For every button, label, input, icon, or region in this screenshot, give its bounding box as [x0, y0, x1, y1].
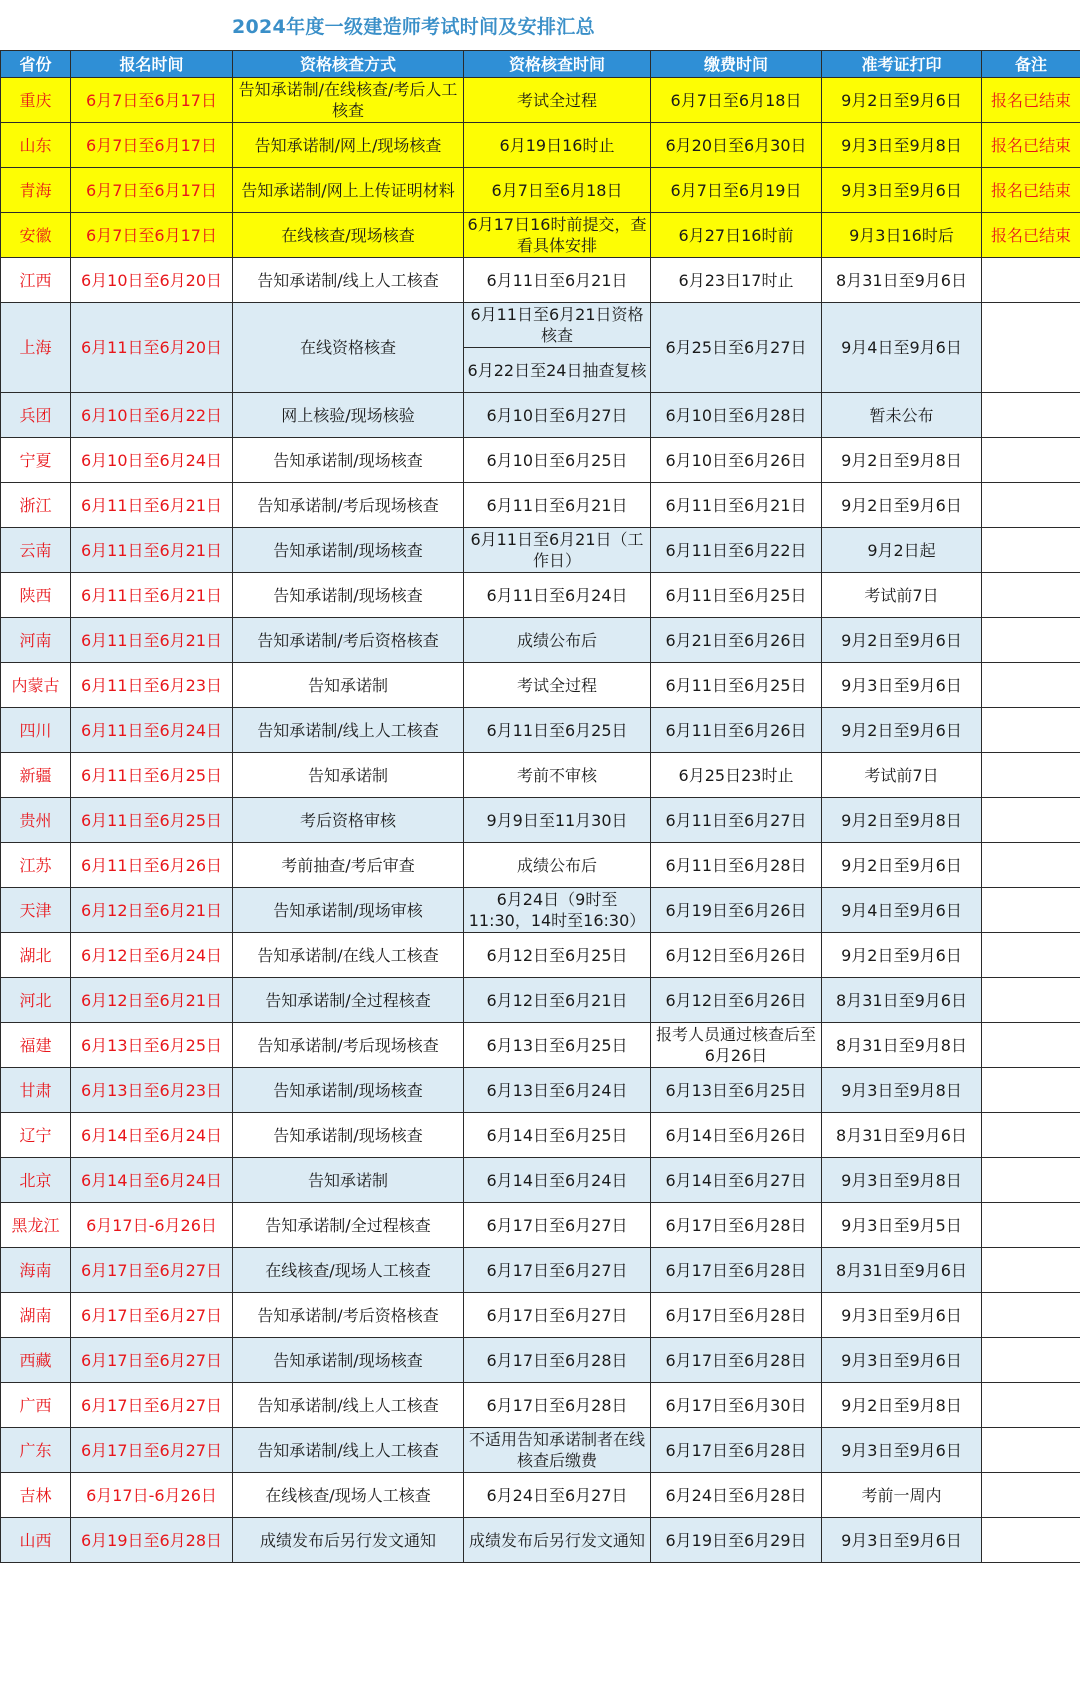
- remarks-cell: [982, 1473, 1080, 1518]
- payment-time-cell: 6月11日至6月26日: [651, 708, 822, 753]
- verification-time-part: 6月11日至6月21日资格核查: [464, 303, 650, 348]
- remarks-cell: [982, 1428, 1080, 1473]
- table-row: [1, 1068, 1080, 1113]
- registration-time-cell: 6月10日至6月22日: [71, 393, 233, 438]
- province-cell: 黑龙江: [1, 1203, 71, 1248]
- verification-method-cell: 考后资格审核: [233, 798, 464, 843]
- payment-time-cell: 6月7日至6月19日: [651, 168, 822, 213]
- registration-time-cell: 6月10日至6月20日: [71, 258, 233, 303]
- verification-time-cell: 6月17日至6月28日: [464, 1338, 651, 1383]
- verification-time-cell: 6月13日至6月24日: [464, 1068, 651, 1113]
- verification-method-cell: 告知承诺制/线上人工核查: [233, 258, 464, 303]
- verification-method-cell: 告知承诺制/现场核查: [233, 528, 464, 573]
- province-cell: 江苏: [1, 843, 71, 888]
- admission-print-cell: 8月31日至9月6日: [822, 1248, 982, 1293]
- payment-time-cell: 6月11日至6月27日: [651, 798, 822, 843]
- verification-time-cell: 6月17日16时前提交，查看具体安排: [464, 213, 651, 258]
- verification-time-cell: 6月17日至6月27日: [464, 1293, 651, 1338]
- registration-time-cell: 6月17日至6月27日: [71, 1338, 233, 1383]
- table-row: [1, 573, 1080, 618]
- registration-time-cell: 6月11日至6月25日: [71, 798, 233, 843]
- admission-print-cell: 9月2日至9月8日: [822, 438, 982, 483]
- admission-print-cell: 9月4日至9月6日: [822, 888, 982, 933]
- remarks-cell: [982, 258, 1080, 303]
- admission-print-cell: 9月3日至9月6日: [822, 663, 982, 708]
- remarks-cell: [982, 663, 1080, 708]
- verification-method-cell: 告知承诺制/网上上传证明材料: [233, 168, 464, 213]
- remarks-cell: [982, 438, 1080, 483]
- province-cell: 湖北: [1, 933, 71, 978]
- province-cell: 江西: [1, 258, 71, 303]
- admission-print-cell: 9月3日至9月5日: [822, 1203, 982, 1248]
- province-cell: 海南: [1, 1248, 71, 1293]
- table-row: [1, 618, 1080, 663]
- table-row: [1, 1428, 1080, 1473]
- verification-time-cell: 成绩公布后: [464, 843, 651, 888]
- payment-time-cell: 6月14日至6月26日: [651, 1113, 822, 1158]
- header-registration-time: 报名时间: [71, 51, 233, 78]
- province-cell: 甘肃: [1, 1068, 71, 1113]
- table-row: [1, 483, 1080, 528]
- verification-time-cell: 考试全过程: [464, 78, 651, 123]
- payment-time-cell: 6月12日至6月26日: [651, 978, 822, 1023]
- province-cell: 山东: [1, 123, 71, 168]
- table-row: [1, 933, 1080, 978]
- registration-time-cell: 6月11日至6月21日: [71, 573, 233, 618]
- verification-method-cell: 告知承诺制/现场核查: [233, 1338, 464, 1383]
- verification-method-cell: 告知承诺制: [233, 753, 464, 798]
- registration-time-cell: 6月7日至6月17日: [71, 123, 233, 168]
- table-row: [1, 258, 1080, 303]
- table-row: [1, 1518, 1080, 1563]
- remarks-cell: [982, 1158, 1080, 1203]
- remarks-cell: [982, 1293, 1080, 1338]
- registration-time-cell: 6月17日-6月26日: [71, 1473, 233, 1518]
- table-row: [1, 438, 1080, 483]
- verification-time-cell: 6月24日（9时至11:30，14时至16:30）: [464, 888, 651, 933]
- table-row: [1, 663, 1080, 708]
- verification-method-cell: 告知承诺制/现场核查: [233, 438, 464, 483]
- registration-time-cell: 6月17日-6月26日: [71, 1203, 233, 1248]
- remarks-cell: 报名已结束: [982, 168, 1080, 213]
- table-row: [1, 303, 1080, 393]
- table-header-row: [1, 51, 1080, 78]
- admission-print-cell: 9月3日至9月6日: [822, 1518, 982, 1563]
- verification-method-cell: 告知承诺制/考后资格核查: [233, 618, 464, 663]
- province-cell: 福建: [1, 1023, 71, 1068]
- admission-print-cell: 8月31日至9月6日: [822, 258, 982, 303]
- table-row: [1, 1023, 1080, 1068]
- registration-time-cell: 6月17日至6月27日: [71, 1293, 233, 1338]
- remarks-cell: [982, 753, 1080, 798]
- payment-time-cell: 6月27日16时前: [651, 213, 822, 258]
- payment-time-cell: 6月17日至6月28日: [651, 1338, 822, 1383]
- table-row: [1, 78, 1080, 123]
- header-province: 省份: [1, 51, 71, 78]
- remarks-cell: [982, 1203, 1080, 1248]
- table-row: [1, 708, 1080, 753]
- table-row: [1, 1473, 1080, 1518]
- admission-print-cell: 9月3日至9月8日: [822, 123, 982, 168]
- payment-time-cell: 6月17日至6月28日: [651, 1293, 822, 1338]
- table-row: [1, 1293, 1080, 1338]
- province-cell: 四川: [1, 708, 71, 753]
- admission-print-cell: 9月2日至9月8日: [822, 1383, 982, 1428]
- verification-method-cell: 告知承诺制/在线人工核查: [233, 933, 464, 978]
- verification-time-cell: 考试全过程: [464, 663, 651, 708]
- table-row: [1, 1113, 1080, 1158]
- verification-method-cell: 告知承诺制/全过程核查: [233, 1203, 464, 1248]
- verification-time-cell: 6月11日至6月21日: [464, 483, 651, 528]
- verification-method-cell: 成绩发布后另行发文通知: [233, 1518, 464, 1563]
- verification-method-cell: 告知承诺制/线上人工核查: [233, 1428, 464, 1473]
- registration-time-cell: 6月12日至6月21日: [71, 888, 233, 933]
- province-cell: 浙江: [1, 483, 71, 528]
- remarks-cell: 报名已结束: [982, 213, 1080, 258]
- registration-time-cell: 6月11日至6月25日: [71, 753, 233, 798]
- table-row: [1, 123, 1080, 168]
- verification-method-cell: 告知承诺制/现场核查: [233, 1113, 464, 1158]
- province-cell: 河北: [1, 978, 71, 1023]
- table-row: [1, 1203, 1080, 1248]
- admission-print-cell: 8月31日至9月6日: [822, 978, 982, 1023]
- registration-time-cell: 6月11日至6月21日: [71, 528, 233, 573]
- payment-time-cell: 6月19日至6月29日: [651, 1518, 822, 1563]
- registration-time-cell: 6月12日至6月21日: [71, 978, 233, 1023]
- admission-print-cell: 9月3日至9月8日: [822, 1068, 982, 1113]
- payment-time-cell: 6月11日至6月25日: [651, 663, 822, 708]
- remarks-cell: [982, 1338, 1080, 1383]
- verification-method-cell: 告知承诺制/全过程核查: [233, 978, 464, 1023]
- verification-time-cell: 成绩公布后: [464, 618, 651, 663]
- verification-method-cell: 考前抽查/考后审查: [233, 843, 464, 888]
- registration-time-cell: 6月11日至6月23日: [71, 663, 233, 708]
- province-cell: 云南: [1, 528, 71, 573]
- remarks-cell: [982, 978, 1080, 1023]
- remarks-cell: [982, 933, 1080, 978]
- province-cell: 北京: [1, 1158, 71, 1203]
- province-cell: 河南: [1, 618, 71, 663]
- payment-time-cell: 6月17日至6月28日: [651, 1248, 822, 1293]
- registration-time-cell: 6月13日至6月25日: [71, 1023, 233, 1068]
- payment-time-cell: 6月11日至6月25日: [651, 573, 822, 618]
- admission-print-cell: 暂未公布: [822, 393, 982, 438]
- province-cell: 陕西: [1, 573, 71, 618]
- registration-time-cell: 6月11日至6月20日: [71, 303, 233, 393]
- verification-time-cell: 6月24日至6月27日: [464, 1473, 651, 1518]
- province-cell: 天津: [1, 888, 71, 933]
- payment-time-cell: 6月21日至6月26日: [651, 618, 822, 663]
- remarks-cell: [982, 618, 1080, 663]
- registration-time-cell: 6月10日至6月24日: [71, 438, 233, 483]
- registration-time-cell: 6月19日至6月28日: [71, 1518, 233, 1563]
- verification-time-cell: 6月11日至6月24日: [464, 573, 651, 618]
- admission-print-cell: 9月2日至9月6日: [822, 933, 982, 978]
- verification-time-cell: 6月14日至6月25日: [464, 1113, 651, 1158]
- province-cell: 兵团: [1, 393, 71, 438]
- verification-method-cell: 告知承诺制/在线核查/考后人工核查: [233, 78, 464, 123]
- registration-time-cell: 6月11日至6月21日: [71, 483, 233, 528]
- province-cell: 吉林: [1, 1473, 71, 1518]
- remarks-cell: 报名已结束: [982, 78, 1080, 123]
- verification-time-cell: 考前不审核: [464, 753, 651, 798]
- remarks-cell: [982, 573, 1080, 618]
- registration-time-cell: 6月17日至6月27日: [71, 1248, 233, 1293]
- remarks-cell: [982, 483, 1080, 528]
- table-row: [1, 1158, 1080, 1203]
- admission-print-cell: 考试前7日: [822, 573, 982, 618]
- verification-method-cell: 告知承诺制/现场核查: [233, 573, 464, 618]
- registration-time-cell: 6月11日至6月21日: [71, 618, 233, 663]
- verification-time-cell: 6月17日至6月27日: [464, 1203, 651, 1248]
- payment-time-cell: 6月25日至6月27日: [651, 303, 822, 393]
- province-cell: 安徽: [1, 213, 71, 258]
- payment-time-cell: 6月20日至6月30日: [651, 123, 822, 168]
- registration-time-cell: 6月7日至6月17日: [71, 168, 233, 213]
- payment-time-cell: 6月11日至6月21日: [651, 483, 822, 528]
- table-row: [1, 753, 1080, 798]
- admission-print-cell: 9月2日至9月8日: [822, 798, 982, 843]
- table-row: [1, 1338, 1080, 1383]
- verification-time-part: 6月22日至24日抽查复核: [467, 360, 647, 380]
- admission-print-cell: 9月3日至9月6日: [822, 1293, 982, 1338]
- verification-method-cell: 告知承诺制: [233, 1158, 464, 1203]
- admission-print-cell: 9月3日16时后: [822, 213, 982, 258]
- payment-time-cell: 6月11日至6月28日: [651, 843, 822, 888]
- admission-print-cell: 考试前7日: [822, 753, 982, 798]
- table-row: [1, 1383, 1080, 1428]
- registration-time-cell: 6月17日至6月27日: [71, 1383, 233, 1428]
- table-body: [1, 78, 1080, 1563]
- verification-time-cell: 6月17日至6月27日: [464, 1248, 651, 1293]
- verification-time-cell: 不适用告知承诺制者在线核查后缴费: [464, 1428, 651, 1473]
- remarks-cell: [982, 393, 1080, 438]
- table-row: [1, 213, 1080, 258]
- verification-method-cell: 网上核验/现场核验: [233, 393, 464, 438]
- verification-time-cell: 6月11日至6月21日: [464, 258, 651, 303]
- payment-time-cell: 6月25日23时止: [651, 753, 822, 798]
- remarks-cell: [982, 1248, 1080, 1293]
- remarks-cell: [982, 843, 1080, 888]
- province-cell: 湖南: [1, 1293, 71, 1338]
- province-cell: 贵州: [1, 798, 71, 843]
- payment-time-cell: 6月23日17时止: [651, 258, 822, 303]
- registration-time-cell: 6月11日至6月26日: [71, 843, 233, 888]
- registration-time-cell: 6月17日至6月27日: [71, 1428, 233, 1473]
- admission-print-cell: 8月31日至9月6日: [822, 1113, 982, 1158]
- header-payment-time: 缴费时间: [651, 51, 822, 78]
- registration-time-cell: 6月7日至6月17日: [71, 78, 233, 123]
- verification-method-cell: 告知承诺制: [233, 663, 464, 708]
- payment-time-cell: 6月12日至6月26日: [651, 933, 822, 978]
- payment-time-cell: 6月10日至6月26日: [651, 438, 822, 483]
- remarks-cell: [982, 798, 1080, 843]
- verification-method-cell: 告知承诺制/线上人工核查: [233, 1383, 464, 1428]
- verification-time-cell: 成绩发布后另行发文通知: [464, 1518, 651, 1563]
- province-cell: 宁夏: [1, 438, 71, 483]
- verification-time-cell: 6月14日至6月24日: [464, 1158, 651, 1203]
- registration-time-cell: 6月12日至6月24日: [71, 933, 233, 978]
- verification-time-cell: 6月12日至6月21日: [464, 978, 651, 1023]
- payment-time-cell: 6月17日至6月28日: [651, 1203, 822, 1248]
- verification-method-cell: 告知承诺制/考后现场核查: [233, 483, 464, 528]
- registration-time-cell: 6月11日至6月24日: [71, 708, 233, 753]
- verification-time-cell: 6月11日至6月21日（工作日）: [464, 528, 651, 573]
- verification-method-cell: 告知承诺制/考后资格核查: [233, 1293, 464, 1338]
- header-remarks: 备注: [982, 51, 1080, 78]
- admission-print-cell: 考前一周内: [822, 1473, 982, 1518]
- province-cell: 重庆: [1, 78, 71, 123]
- verification-time-cell: 6月10日至6月25日: [464, 438, 651, 483]
- table-row: [1, 978, 1080, 1023]
- admission-print-cell: 9月2日起: [822, 528, 982, 573]
- payment-time-cell: 6月17日至6月30日: [651, 1383, 822, 1428]
- payment-time-cell: 6月7日至6月18日: [651, 78, 822, 123]
- payment-time-cell: 6月14日至6月27日: [651, 1158, 822, 1203]
- remarks-cell: [982, 1068, 1080, 1113]
- verification-time-cell: 6月19日16时止: [464, 123, 651, 168]
- admission-print-cell: 9月3日至9月8日: [822, 1158, 982, 1203]
- province-cell: 新疆: [1, 753, 71, 798]
- verification-time-cell: 6月10日至6月27日: [464, 393, 651, 438]
- remarks-cell: [982, 1023, 1080, 1068]
- verification-method-cell: 在线核查/现场人工核查: [233, 1473, 464, 1518]
- page-title: 2024年度一级建造师考试时间及安排汇总: [232, 15, 595, 38]
- admission-print-cell: 9月3日至9月6日: [822, 168, 982, 213]
- remarks-cell: [982, 888, 1080, 933]
- province-cell: 青海: [1, 168, 71, 213]
- verification-method-cell: 告知承诺制/网上/现场核查: [233, 123, 464, 168]
- remarks-cell: [982, 1113, 1080, 1158]
- admission-print-cell: 9月2日至9月6日: [822, 708, 982, 753]
- remarks-cell: [982, 1518, 1080, 1563]
- payment-time-cell: 6月24日至6月28日: [651, 1473, 822, 1518]
- page-title-bar: [0, 0, 1080, 50]
- admission-print-cell: 9月2日至9月6日: [822, 483, 982, 528]
- registration-time-cell: 6月14日至6月24日: [71, 1158, 233, 1203]
- province-cell: 辽宁: [1, 1113, 71, 1158]
- verification-time-cell: 6月12日至6月25日: [464, 933, 651, 978]
- admission-print-cell: 9月3日至9月6日: [822, 1428, 982, 1473]
- remarks-cell: 报名已结束: [982, 123, 1080, 168]
- admission-print-cell: 8月31日至9月8日: [822, 1023, 982, 1068]
- remarks-cell: [982, 708, 1080, 753]
- province-cell: 山西: [1, 1518, 71, 1563]
- verification-time-cell: 6月7日至6月18日: [464, 168, 651, 213]
- table-row: [1, 888, 1080, 933]
- remarks-cell: [982, 528, 1080, 573]
- verification-method-cell: 在线核查/现场人工核查: [233, 1248, 464, 1293]
- payment-time-cell: 6月10日至6月28日: [651, 393, 822, 438]
- table-row: [1, 798, 1080, 843]
- payment-time-cell: 6月17日至6月28日: [651, 1428, 822, 1473]
- admission-print-cell: 9月2日至9月6日: [822, 78, 982, 123]
- header-admission-print: 准考证打印: [822, 51, 982, 78]
- verification-method-cell: 在线资格核查: [233, 303, 464, 393]
- table-row: [1, 1248, 1080, 1293]
- province-cell: 上海: [1, 303, 71, 393]
- verification-method-cell: 告知承诺制/线上人工核查: [233, 708, 464, 753]
- payment-time-cell: 报考人员通过核查后至6月26日: [651, 1023, 822, 1068]
- exam-schedule-table: [0, 50, 1080, 1563]
- verification-time-cell: 6月13日至6月25日: [464, 1023, 651, 1068]
- verification-time-cell: 6月11日至6月25日: [464, 708, 651, 753]
- admission-print-cell: 9月2日至9月6日: [822, 618, 982, 663]
- admission-print-cell: 9月3日至9月6日: [822, 1338, 982, 1383]
- verification-time-cell: 9月9日至11月30日: [464, 798, 651, 843]
- province-cell: 西藏: [1, 1338, 71, 1383]
- remarks-cell: [982, 1383, 1080, 1428]
- verification-time-cell: 6月17日至6月28日: [464, 1383, 651, 1428]
- verification-time-cell: [464, 303, 651, 393]
- verification-method-cell: 在线核查/现场核查: [233, 213, 464, 258]
- verification-method-cell: 告知承诺制/现场审核: [233, 888, 464, 933]
- payment-time-cell: 6月19日至6月26日: [651, 888, 822, 933]
- header-verification-method: 资格核查方式: [233, 51, 464, 78]
- registration-time-cell: 6月14日至6月24日: [71, 1113, 233, 1158]
- payment-time-cell: 6月11日至6月22日: [651, 528, 822, 573]
- province-cell: 广西: [1, 1383, 71, 1428]
- payment-time-cell: 6月13日至6月25日: [651, 1068, 822, 1113]
- table-row: [1, 393, 1080, 438]
- header-verification-time: 资格核查时间: [464, 51, 651, 78]
- table-row: [1, 168, 1080, 213]
- province-cell: 广东: [1, 1428, 71, 1473]
- registration-time-cell: 6月7日至6月17日: [71, 213, 233, 258]
- table-row: [1, 843, 1080, 888]
- registration-time-cell: 6月13日至6月23日: [71, 1068, 233, 1113]
- admission-print-cell: 9月2日至9月6日: [822, 843, 982, 888]
- admission-print-cell: 9月4日至9月6日: [822, 303, 982, 393]
- province-cell: 内蒙古: [1, 663, 71, 708]
- verification-method-cell: 告知承诺制/考后现场核查: [233, 1023, 464, 1068]
- verification-method-cell: 告知承诺制/现场核查: [233, 1068, 464, 1113]
- table-row: [1, 528, 1080, 573]
- remarks-cell: [982, 303, 1080, 393]
